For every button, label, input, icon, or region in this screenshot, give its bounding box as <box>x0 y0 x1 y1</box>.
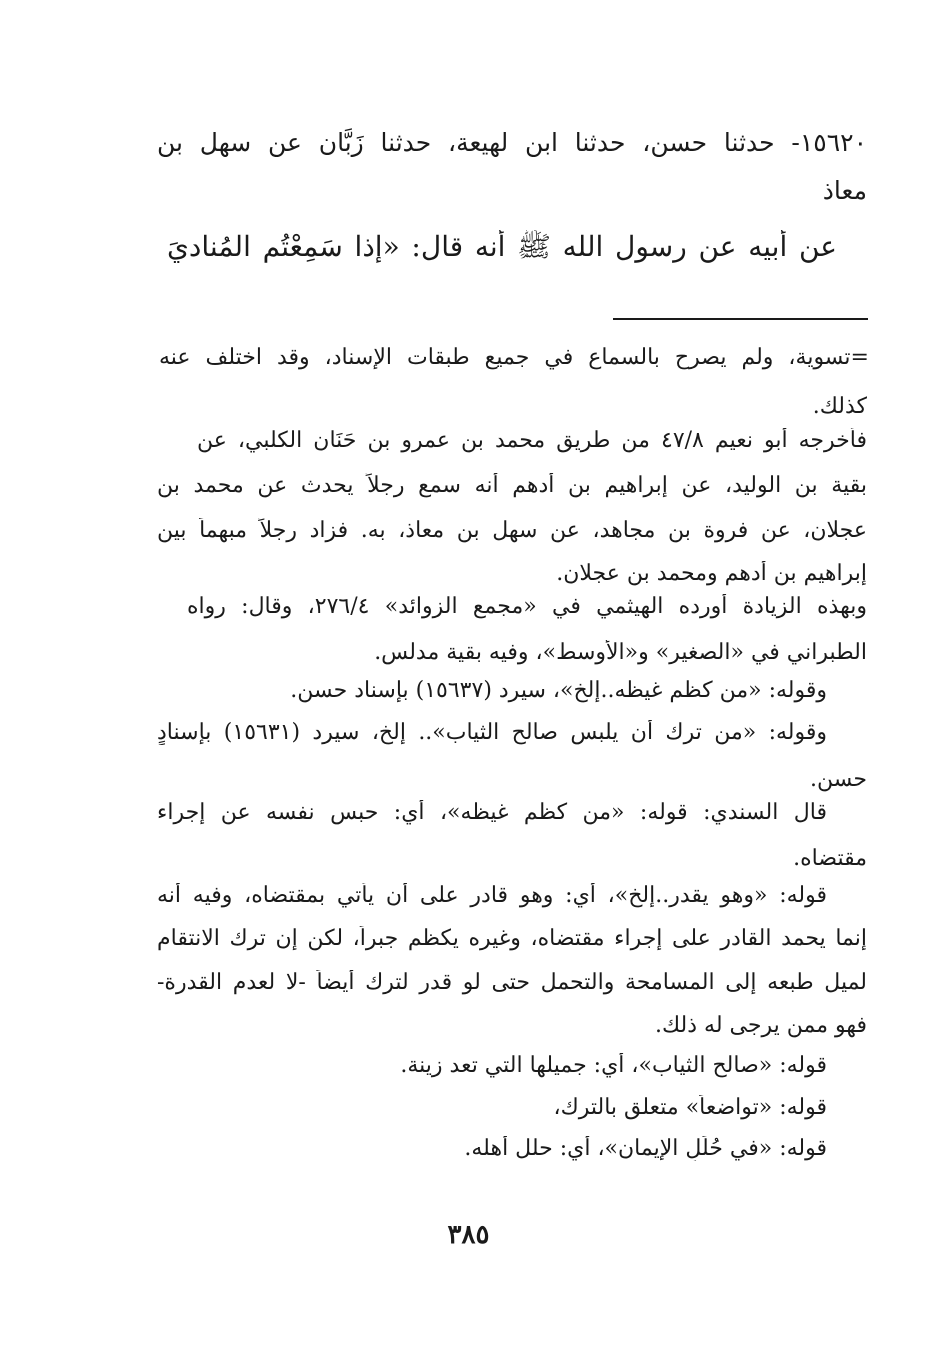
footnote-line: إبراهيم بن أدهم ومحمد بن عجلان. <box>556 561 867 586</box>
footnote-line: =تسوية، ولم يصرح بالسماع في جميع طبقات الإسناد، وقد اختلف عنه <box>159 345 869 370</box>
footnote-line: فأخرجه أبو نعيم ٤٧/٨ من طريق محمد بن عمرو بن حَنَان الكلبي، عن <box>197 428 867 453</box>
footnote-line: إنما يحمد القادر على إجراء مقتضاه، وغيره يكظم جبراً، لكن إن ترك الانتقام <box>157 926 867 951</box>
footnote-line: وقوله: «من كظم غيظه..إلخ»، سيرد (١٥٦٣٧) بإسناد حسن. <box>290 678 827 703</box>
hadith-line-2: معاذ <box>822 176 867 205</box>
footnote-line: وقوله: «من ترك أن يلبس صالح الثياب».. إلخ، سيرد (١٥٦٣١) بإسنادٍ <box>157 720 827 745</box>
footnote-line: كذلك. <box>812 394 867 419</box>
page-number: ٣٨٥ <box>447 1220 490 1250</box>
footnote-line: قوله: «في حُلَلِ الإيمان»، أي: حلل أهله. <box>464 1136 827 1161</box>
footnote-line: حسن. <box>810 767 867 792</box>
footnote-separator <box>613 318 868 320</box>
footnote-line: قوله: «صالح الثياب»، أي: جميلها التي تعد زينة. <box>400 1053 827 1078</box>
footnote-line: قوله: «تواضعاً» متعلق بالترك، <box>553 1095 827 1120</box>
footnote-line: الطبراني في «الصغير» و«الأوسط»، وفيه بقية مدلس. <box>374 640 867 665</box>
hadith-line-1: ١٥٦٢٠- حدثنا حسن، حدثنا ابن لهيعة، حدثنا زَبَّان عن سهل بن <box>157 128 867 157</box>
footnote-line: قال السندي: قوله: «من كظم غيظه»، أي: حبس نفسه عن إجراء <box>157 800 827 825</box>
footnote-line: فهو ممن يرجى له ذلك. <box>655 1013 867 1038</box>
footnote-line: وبهذه الزيادة أورده الهيثمي في «مجمع الزوائد» ٢٧٦/٤، وقال: رواه <box>187 594 867 619</box>
footnote-line: قوله: «وهو يقدر..إلخ»، أي: وهو قادر على أن يأتي بمقتضاه، وفيه أنه <box>157 883 827 908</box>
footnote-line: بقية بن الوليد، عن إبراهيم بن أدهم أنه سمع رجلاً يحدث عن محمد بن <box>157 473 867 498</box>
footnote-line: مقتضاه. <box>793 846 867 871</box>
hadith-line-3: عن أبيه عن رسول الله ﷺ أنه قال: «إذا سَمِعْتُم المُناديَ <box>167 230 837 263</box>
footnote-line: لميل طبعه إلى المسامحة والتحمل حتى لو قدر لترك أيضاً -لا لعدم القدرة- <box>157 970 867 995</box>
footnote-line: عجلان، عن فروة بن مجاهد، عن سهل بن معاذ، به. فزاد رجلاً مبهماً بين <box>157 518 867 543</box>
